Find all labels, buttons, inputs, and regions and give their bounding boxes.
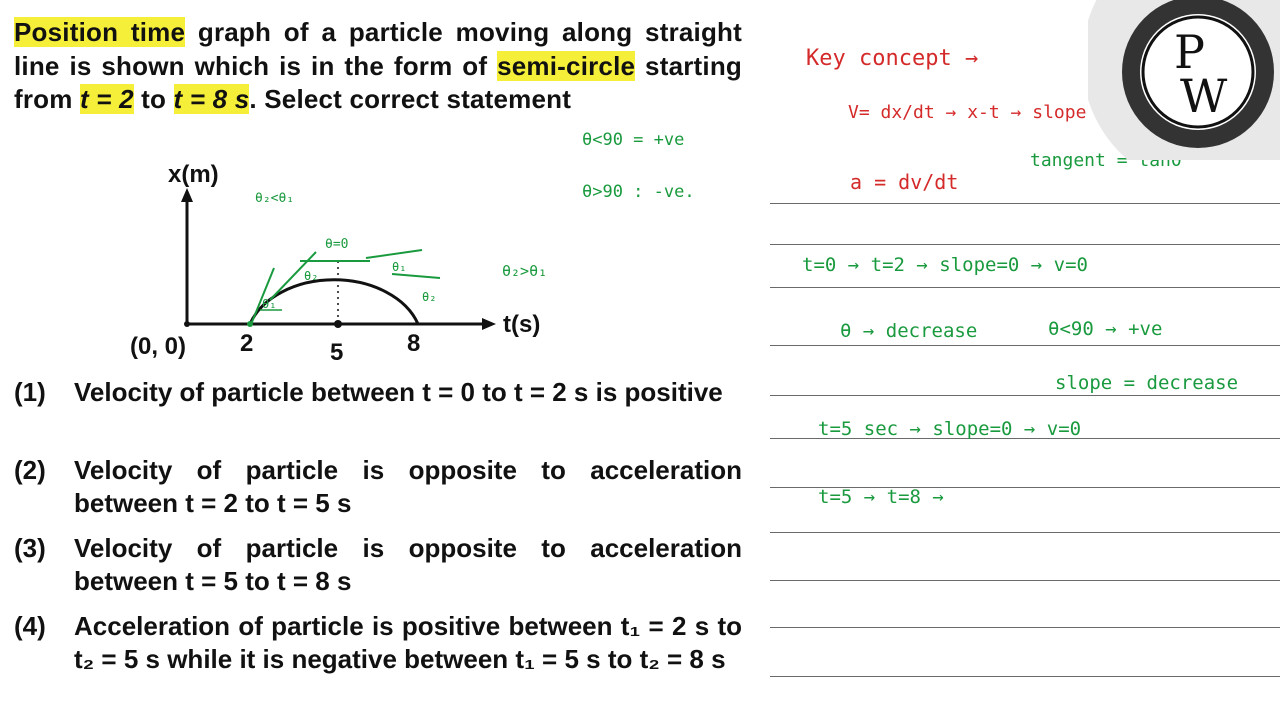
note-line-t0-t2: t=0 → t=2 → slope=0 → v=0 <box>802 254 1088 276</box>
note-slope-decrease: slope = decrease <box>1055 372 1239 394</box>
tick-label-5: 5 <box>330 339 344 366</box>
ruled-line <box>770 203 1280 204</box>
ruled-line <box>770 287 1280 288</box>
question-segment: starting from <box>14 50 742 114</box>
annotation-theta-relation: θ₂<θ₁ <box>255 191 295 206</box>
question-text <box>14 16 742 117</box>
option-text: Velocity of particle is opposite to acceleration between t = 5 to t = 8 s <box>74 533 742 596</box>
annotation-theta-zero: θ=0 <box>325 237 349 252</box>
option-text: Velocity of particle is opposite to acceleration between t = 2 to t = 5 s <box>74 455 742 518</box>
origin-label: (0, 0) <box>130 333 187 360</box>
note-theta-decrease: θ → decrease <box>840 320 978 342</box>
note-theta-less-90: θ<90 = +ve <box>582 130 685 150</box>
note-theta-greater-90: θ>90 : -ve. <box>582 182 695 202</box>
ruled-line <box>770 627 1280 628</box>
position-time-graph <box>120 150 580 375</box>
center-dot <box>334 320 342 328</box>
tangent-line <box>252 268 277 322</box>
ruled-line <box>770 676 1280 677</box>
note-line-t5-t8: t=5 → t=8 → <box>818 486 944 508</box>
logo-letter-p: P <box>1174 25 1205 79</box>
annotation-theta1-left: θ₁ <box>262 297 277 311</box>
tick-label-8: 8 <box>407 330 421 357</box>
annotation-theta2-left: θ₂ <box>304 269 319 283</box>
highlight-position-time: Position time <box>14 17 186 47</box>
option-number: (3) <box>14 533 46 563</box>
option-number: (1) <box>14 377 46 407</box>
pw-logo <box>1088 0 1280 160</box>
annotation-theta-side: θ₂>θ₁ <box>502 262 548 280</box>
ruled-line <box>770 345 1280 346</box>
origin-dot <box>184 321 190 327</box>
y-axis-arrow-icon <box>181 188 193 202</box>
note-tangent: tangent = tanθ <box>1030 150 1182 171</box>
option-number: (2) <box>14 455 46 485</box>
annotation-theta2-right: θ₂ <box>422 290 437 304</box>
option-number: (4) <box>14 611 46 641</box>
x-axis-label: t(s) <box>503 311 541 338</box>
option-text: Velocity of particle between t = 0 to t = 2 s is positive <box>74 377 723 407</box>
ruled-line <box>770 580 1280 581</box>
note-acceleration-formula: a = dv/dt <box>850 170 959 194</box>
ruled-line <box>770 244 1280 245</box>
tangent-line <box>366 250 422 258</box>
option-text: Acceleration of particle is positive between t₁ = 2 s to t₂ = 5 s while it is negative between t₁ = 5 s to t₂ = 8 s <box>74 611 742 674</box>
question-segment: . Select correct statement <box>249 84 572 114</box>
x-axis-arrow-icon <box>482 318 496 330</box>
note-line-t5: t=5 sec → slope=0 → v=0 <box>818 418 1082 440</box>
ruled-line <box>770 532 1280 533</box>
note-velocity-formula: V= dx/dt → x-t → slope <box>848 102 1087 123</box>
tick-label-2: 2 <box>240 330 254 357</box>
highlight-t-end: t = 8 s <box>173 84 250 114</box>
note-key-concept: Key concept → <box>806 46 979 71</box>
logo-letter-w: W <box>1180 69 1228 123</box>
question-segment: graph of a particle moving along straight line is shown which is in the form of <box>14 17 742 81</box>
ruled-line <box>770 395 1280 396</box>
note-theta-positive: θ<90 → +ve <box>1048 318 1163 340</box>
y-axis-label: x(m) <box>168 161 219 188</box>
tangent-line <box>392 274 440 278</box>
annotation-theta1-right: θ₁ <box>392 260 407 274</box>
highlight-t-start: t = 2 <box>80 84 134 114</box>
question-segment: to <box>133 84 174 114</box>
highlight-semicircle: semi-circle <box>497 50 636 81</box>
